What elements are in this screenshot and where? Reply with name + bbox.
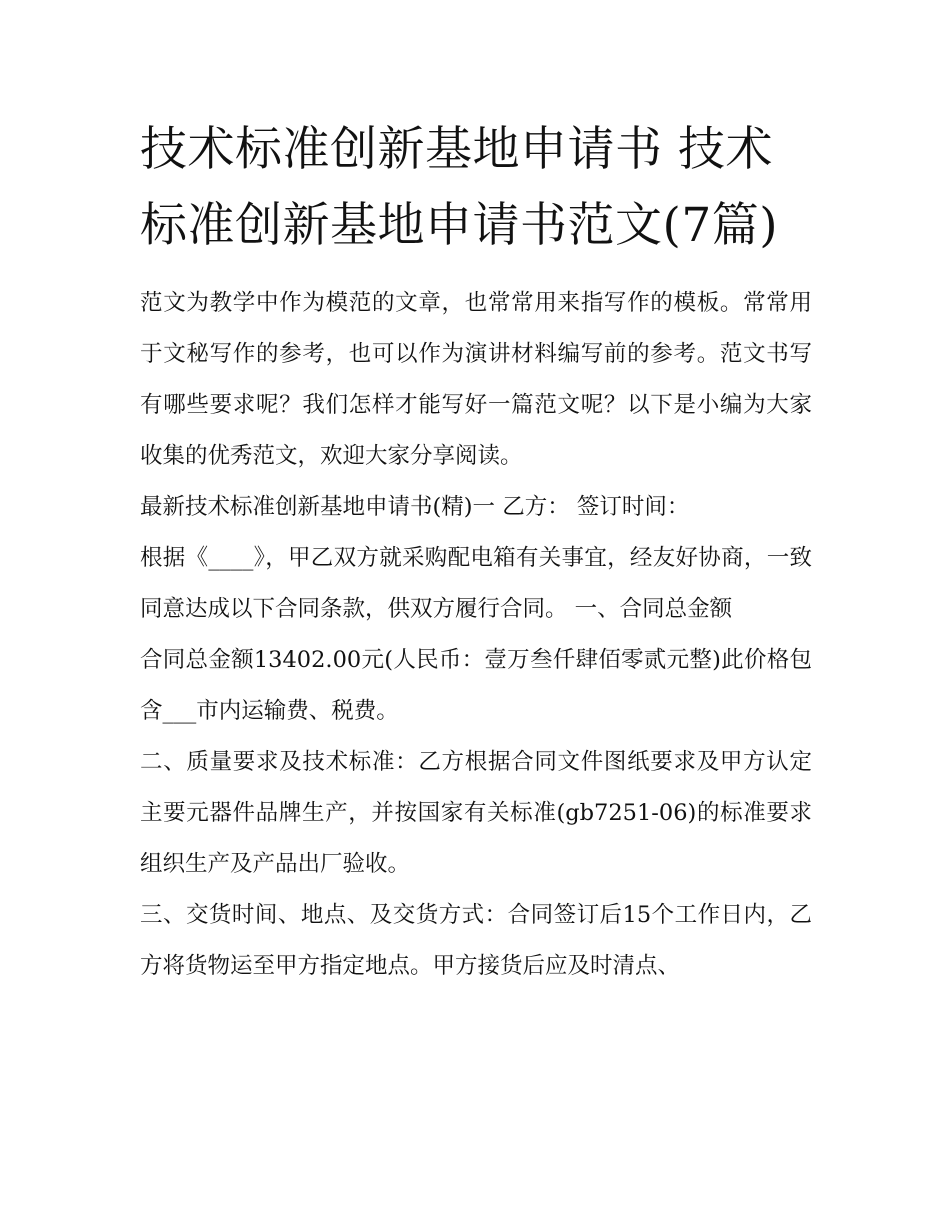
contract-basis-paragraph: 根据《____》，甲乙双方就采购配电箱有关事宜，经友好协商，一致同意达成以下合同条款，供双方履行合同。 一、合同总金额	[140, 545, 812, 622]
contract-amount-paragraph: 合同总金额13402.00元(人民币：壹万叁仟肆佰零贰元整)此价格包含___市内运输费、税费。	[140, 647, 812, 724]
document-page	[140, 112, 812, 992]
document-title: 技术标准创新基地申请书 技术标准创新基地申请书范文(7篇)	[140, 122, 779, 253]
intro-paragraph: 范文为教学中作为模范的文章，也常常用来指写作的模板。常常用于文秘写作的参考，也可以作为演讲材料编写前的参考。范文书写有哪些要求呢？我们怎样才能写好一篇范文呢？以下是小编为大家收集的优秀范文，欢迎大家分享阅读。	[140, 290, 812, 469]
contract-header-paragraph: 最新技术标准创新基地申请书(精)一 乙方： 签订时间：	[140, 494, 690, 520]
quality-requirements-paragraph: 二、质量要求及技术标准：乙方根据合同文件图纸要求及甲方认定主要元器件品牌生产，并按国家有关标准(gb7251-06)的标准要求组织生产及产品出厂验收。	[140, 749, 812, 877]
delivery-terms-paragraph: 三、交货时间、地点、及交货方式：合同签订后15个工作日内，乙方将货物运至甲方指定地点。甲方接货后应及时清点、	[140, 902, 812, 979]
